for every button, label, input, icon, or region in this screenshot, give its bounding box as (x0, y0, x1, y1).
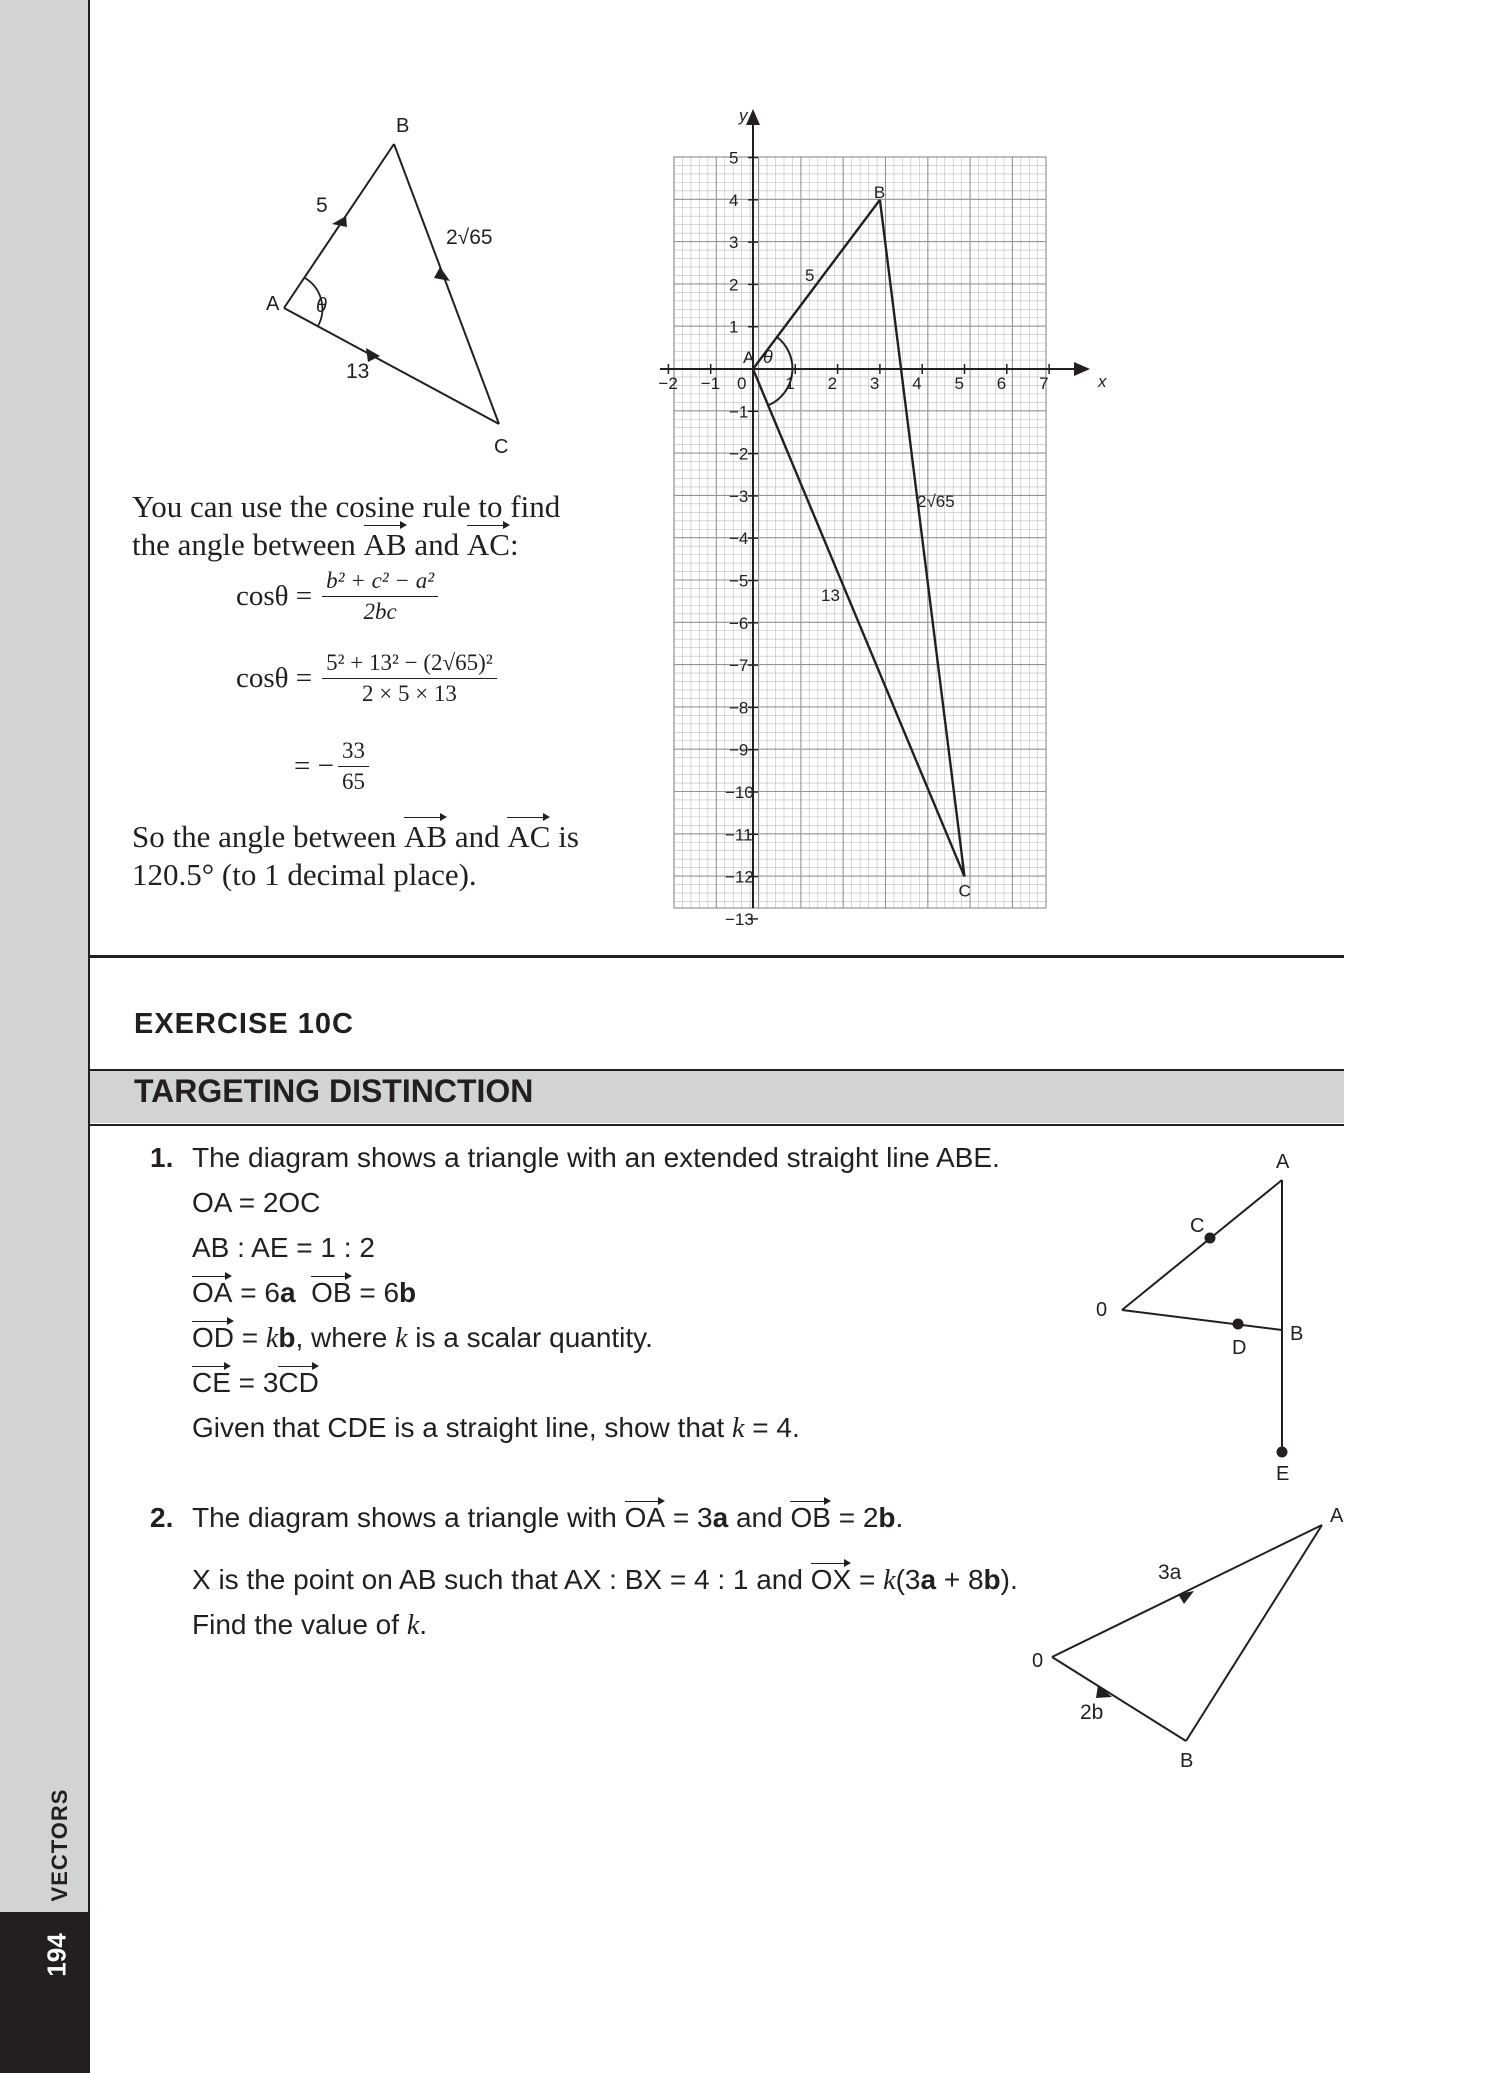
vector-ob-q1: OB (311, 1277, 352, 1308)
exercise-title: EXERCISE 10C (134, 1008, 354, 1040)
equation-2-numerator: 5² + 13² − (2√65)² (322, 650, 497, 679)
y-tick-label: −11 (725, 825, 753, 845)
equation-2-fraction (322, 650, 497, 707)
q1-od-scalar: is a scalar quantity. (407, 1322, 653, 1353)
vector-ab: AB (363, 527, 407, 562)
equation-3-fraction (338, 738, 369, 795)
conclusion-line-2: 120.5° (to 1 decimal place). (132, 857, 477, 892)
conclusion-text (132, 818, 579, 894)
question-1-line-6 (192, 1367, 319, 1399)
y-tick-label: −12 (725, 867, 754, 887)
q1-label-o: 0 (1096, 1299, 1108, 1321)
question-1-line-3: AB : AE = 1 : 2 (192, 1232, 375, 1263)
q1-last-post: = 4. (744, 1412, 800, 1443)
sidebar (0, 0, 90, 2073)
x-tick-label: 4 (912, 374, 922, 393)
example-side-ab: 5 (316, 194, 328, 217)
intro-line-1: You can use the cosine rule to find (132, 489, 561, 524)
q1-k-2: k (395, 1323, 408, 1354)
q2-line3-pre: Find the value of (192, 1609, 407, 1640)
q2-k: k (883, 1565, 896, 1596)
equation-3-denominator: 65 (341, 769, 365, 794)
y-axis-arrow (746, 109, 760, 125)
y-tick-label: 5 (729, 148, 739, 168)
q1-label-d: D (1232, 1337, 1247, 1359)
question-1-line-2: OA = 2OC (192, 1187, 321, 1218)
y-tick-label: −3 (729, 486, 749, 506)
x-tick-label: 3 (869, 374, 880, 393)
y-tick-label: −13 (725, 909, 754, 929)
y-tick-label: 3 (729, 233, 739, 253)
y-tick-label: −2 (729, 444, 749, 464)
q2-label-a: A (1330, 1505, 1344, 1527)
question-2-line-1 (192, 1502, 903, 1534)
y-tick-label: −4 (729, 529, 749, 549)
q1-last-pre: Given that CDE is a straight line, show that (192, 1412, 733, 1443)
vector-ox-q2: OX (810, 1564, 852, 1595)
q1-ce-eq: = 3 (230, 1367, 279, 1398)
coordinate-grid-diagram (658, 106, 1120, 940)
equation-3-numerator: 33 (338, 738, 369, 767)
page-number: 194 (41, 1933, 72, 1977)
vector-cd-q1: CD (278, 1367, 319, 1398)
q1-od-eq: = (234, 1322, 266, 1353)
intro-line-2 (132, 526, 560, 564)
intro-line-2-pre: the angle between (132, 527, 364, 562)
question-2-line-3 (192, 1609, 427, 1642)
grid-point-b: B (873, 182, 886, 202)
y-tick-label: −6 (729, 613, 749, 633)
vector-ac-conclusion: AC (507, 819, 551, 854)
question-1-number: 1. (150, 1142, 174, 1173)
y-tick-label: −10 (725, 783, 754, 802)
q1-vector-b: b (399, 1277, 417, 1308)
question-2-diagram (1010, 1505, 1350, 1775)
equation-1 (236, 568, 438, 625)
q1-label-a: A (1276, 1151, 1290, 1173)
y-axis-label: y (739, 106, 748, 125)
vector-ce-q1: CE (192, 1367, 231, 1398)
grid-point-a: A (743, 348, 755, 367)
example-side-bc: 2√65 (446, 226, 493, 249)
q2-line1-pre: The diagram shows a triangle with (192, 1502, 625, 1533)
question-1-line-1: The diagram shows a triangle with an extended straight line ABE. (192, 1142, 1000, 1173)
q2-ob-value: = 2 (830, 1502, 879, 1533)
x-tick-label: −2 (658, 374, 678, 393)
conclusion-is: is (550, 819, 579, 854)
x-axis-label: x (1098, 372, 1107, 391)
q1-k-3: k (732, 1413, 745, 1444)
q2-expr-close: ). (1000, 1564, 1018, 1595)
q2-label-2b: 2b (1080, 1701, 1104, 1724)
grid-label-ab: 5 (805, 266, 815, 285)
q2-oa-value: = 3 (665, 1502, 713, 1533)
y-tick-label: −8 (729, 698, 749, 718)
equation-1-fraction (322, 568, 438, 625)
intro-text (132, 488, 560, 564)
q2-label-o: 0 (1032, 1650, 1044, 1672)
conclusion-line-1 (132, 818, 579, 856)
intro-colon: : (509, 527, 519, 562)
q2-label-3a: 3a (1158, 1561, 1182, 1584)
question-2-number: 2. (150, 1502, 174, 1533)
conclusion-and: and (447, 819, 508, 854)
q1-k: k (265, 1323, 279, 1354)
x-tick-label: 1 (785, 374, 795, 393)
conclusion-pre: So the angle between (132, 819, 405, 854)
q2-ox-eq: = (851, 1564, 884, 1595)
q1-label-b: B (1290, 1323, 1304, 1345)
x-tick-label: 7 (1039, 374, 1049, 393)
y-tick-label: −5 (729, 571, 749, 591)
q2-expr-a: a (920, 1564, 937, 1595)
banner-title: TARGETING DISTINCTION (134, 1073, 534, 1109)
example-theta: θ (316, 295, 327, 317)
q1-label-c: C (1190, 1215, 1205, 1237)
vector-ab-conclusion: AB (404, 819, 448, 854)
example-triangle-diagram (250, 110, 550, 470)
y-tick-label: −7 (729, 656, 749, 676)
y-tick-label: 1 (729, 317, 739, 337)
equation-1-denominator: 2bc (363, 599, 397, 624)
origin-label: 0 (737, 374, 747, 393)
chapter-label: VECTORS (47, 1788, 72, 1902)
example-label-b: B (396, 115, 410, 137)
equation-2 (236, 650, 497, 707)
equation-1-lhs: cosθ = (236, 580, 313, 612)
q2-expr-open: (3 (895, 1564, 921, 1595)
equation-2-lhs: cosθ = (236, 662, 313, 694)
vector-ob-q2: OB (790, 1502, 831, 1533)
equation-3 (294, 738, 369, 795)
q1-od-where: , where (295, 1322, 396, 1353)
grid-label-bc: 2√65 (917, 492, 955, 511)
q2-vector-a: a (712, 1502, 729, 1533)
q2-k-2: k (406, 1610, 420, 1641)
grid-label-ac: 13 (821, 586, 840, 605)
y-tick-label: −9 (729, 740, 749, 760)
vector-ac: AC (466, 527, 510, 562)
example-label-a: A (266, 293, 280, 315)
equation-3-lhs: = − (294, 750, 334, 782)
grid-point-c: C (958, 881, 971, 901)
q1-label-e: E (1276, 1463, 1290, 1485)
q1-vector-a: a (279, 1277, 296, 1308)
q1-od-b: b (278, 1322, 296, 1353)
x-tick-label: 5 (954, 374, 964, 393)
q2-label-b: B (1180, 1750, 1194, 1772)
x-tick-label: 2 (827, 374, 838, 393)
x-tick-label: 6 (996, 374, 1007, 393)
section-divider-top (88, 955, 1344, 958)
vector-oa-q2: OA (624, 1502, 666, 1533)
x-tick-label: −1 (700, 374, 721, 393)
example-side-ac: 13 (346, 360, 370, 383)
question-1-diagram (1090, 1148, 1330, 1488)
x-axis-arrow (1074, 362, 1090, 376)
question-2-line-2 (192, 1564, 1018, 1597)
q2-period: . (895, 1502, 904, 1533)
vector-oa-q1: OA (192, 1277, 233, 1308)
question-1-line-4 (192, 1277, 416, 1309)
q2-line3-post: . (419, 1609, 428, 1640)
y-tick-label: 4 (729, 190, 739, 210)
equation-1-numerator: b² + c² − a² (322, 568, 438, 597)
q2-expr-b: b (983, 1564, 1001, 1595)
banner-bottom-divider (88, 1124, 1344, 1126)
intro-and: and (406, 527, 467, 562)
q1-ob-value: = 6 (351, 1277, 400, 1308)
question-1-line-7 (192, 1412, 800, 1445)
y-tick-label: 2 (729, 275, 739, 295)
grid-theta: θ (763, 347, 773, 367)
vector-od-q1: OD (192, 1322, 234, 1353)
equation-2-denominator: 2 × 5 × 13 (361, 681, 457, 706)
q2-vector-b: b (878, 1502, 896, 1533)
q2-expr-plus: + 8 (936, 1564, 984, 1595)
q2-line2-pre: X is the point on AB such that AX : BX = 4 : 1 and (192, 1564, 811, 1595)
q1-oa-value: = 6 (232, 1277, 280, 1308)
q2-and: and (728, 1502, 791, 1533)
example-label-c: C (494, 436, 509, 458)
y-tick-label: −1 (729, 402, 749, 422)
question-1-line-5 (192, 1322, 653, 1355)
